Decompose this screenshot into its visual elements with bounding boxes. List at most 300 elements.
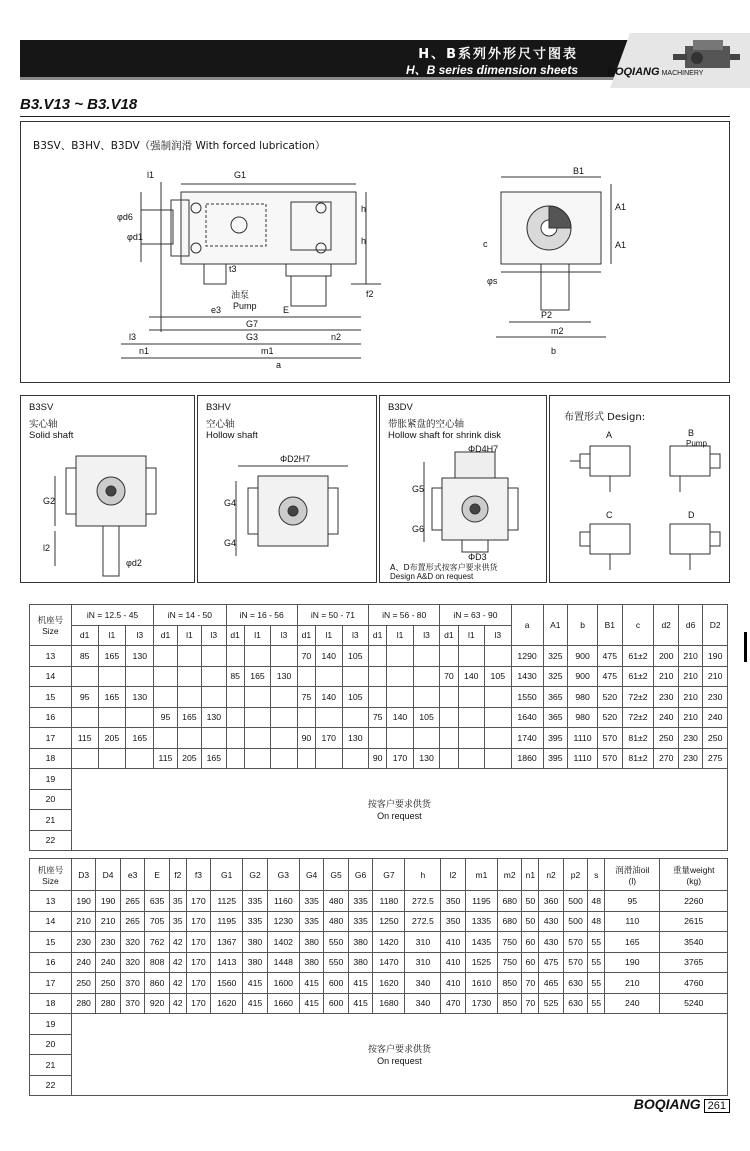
col-header: p2 [563, 859, 587, 891]
table-cell: 480 [324, 891, 348, 912]
on-request-en: On request [377, 810, 422, 821]
design-letter-a: A [606, 430, 613, 440]
col-header: a [511, 605, 543, 646]
table-cell: 16 [30, 707, 72, 728]
table-cell: 165 [177, 707, 201, 728]
panel-b3dv-note-en: Design A&D on request [390, 572, 474, 581]
table-cell: 1550 [511, 687, 543, 708]
table-cell: 1640 [511, 707, 543, 728]
table-cell: 14 [30, 911, 72, 932]
table-cell: 630 [563, 993, 587, 1014]
svg-text:G4: G4 [224, 498, 237, 508]
table-cell: 900 [568, 646, 598, 667]
col-header: d2 [654, 605, 678, 646]
panel-b3sv [20, 395, 195, 583]
table-cell: 170 [186, 993, 210, 1014]
col-header: D4 [96, 859, 120, 891]
table-cell [316, 748, 342, 769]
panel-b3sv-cn: 实心轴 [29, 419, 58, 430]
table-cell: 335 [243, 911, 267, 932]
table-cell: 380 [348, 952, 372, 973]
svg-text:A1: A1 [615, 202, 627, 212]
table-cell: 210 [605, 973, 660, 994]
table-cell: 5240 [660, 993, 728, 1014]
table-cell: 370 [120, 993, 144, 1014]
table-cell: 95 [605, 891, 660, 912]
col-header: s [588, 859, 605, 891]
sub-col-header: d1 [440, 625, 458, 646]
table-cell: 920 [145, 993, 169, 1014]
table-cell: 430 [539, 911, 563, 932]
table-cell: 210 [71, 911, 95, 932]
table-cell: 335 [348, 891, 372, 912]
svg-text:n1: n1 [139, 346, 150, 356]
weight-unit: (kg) [686, 875, 702, 886]
size-header-en: Size [42, 875, 59, 886]
sub-col-header: l1 [458, 625, 484, 646]
main-drawing-frame [20, 121, 730, 383]
table-cell: 415 [348, 973, 372, 994]
table-cell: 1402 [267, 932, 299, 953]
on-request-cn: 按客户要求供货 [367, 798, 431, 809]
table-cell: 520 [598, 687, 622, 708]
sub-col-header: l3 [342, 625, 369, 646]
table-cell [387, 687, 413, 708]
table-cell [226, 707, 244, 728]
table-cell: 320 [120, 932, 144, 953]
svg-text:A1: A1 [615, 240, 627, 250]
table-cell: 21 [30, 1055, 72, 1076]
table-cell [369, 646, 387, 667]
table-cell [98, 748, 126, 769]
size-header-en: Size [42, 626, 59, 636]
table-cell: 272.5 [405, 911, 441, 932]
table-cell: 265 [120, 891, 144, 912]
table-cell: 230 [678, 748, 702, 769]
table-cell: 270 [654, 748, 678, 769]
table-row [30, 973, 728, 994]
table-cell: 42 [169, 973, 186, 994]
table-cell [458, 646, 484, 667]
table-cell [271, 707, 298, 728]
table-cell: 980 [568, 687, 598, 708]
table-cell: 1230 [267, 911, 299, 932]
table-cell: 1290 [511, 646, 543, 667]
table-cell [342, 707, 369, 728]
table-cell [387, 666, 413, 687]
table-cell: 900 [568, 666, 598, 687]
table-cell: 20 [30, 789, 72, 810]
table-cell: 105 [342, 646, 369, 667]
svg-text:G4: G4 [224, 538, 237, 548]
footer [634, 1096, 730, 1113]
table-cell: 340 [405, 993, 441, 1014]
table-cell: 500 [563, 891, 587, 912]
table-cell: 335 [299, 891, 323, 912]
table-cell: 70 [522, 993, 539, 1014]
panel-b3hv-en: Hollow shaft [206, 430, 258, 441]
table-cell: 55 [588, 952, 605, 973]
table-cell [126, 707, 154, 728]
table-cell: 520 [598, 707, 622, 728]
table-cell [154, 687, 177, 708]
table-cell: 1660 [267, 993, 299, 1014]
svg-text:B1: B1 [573, 166, 585, 176]
table-cell: 1435 [465, 932, 497, 953]
table-cell [98, 666, 126, 687]
svg-text:a: a [276, 360, 282, 370]
table-cell: 15 [30, 932, 72, 953]
table-cell: 170 [186, 891, 210, 912]
table-cell [440, 748, 458, 769]
table-cell [413, 687, 440, 708]
table-cell [369, 687, 387, 708]
sub-col-header: l3 [485, 625, 512, 646]
sub-col-header: l1 [244, 625, 270, 646]
col-header: n2 [539, 859, 563, 891]
table-cell: 365 [543, 707, 567, 728]
table-cell: 762 [145, 932, 169, 953]
panel-design [549, 395, 730, 583]
table-cell: 105 [413, 707, 440, 728]
table-cell [71, 666, 98, 687]
table-cell: 1560 [211, 973, 243, 994]
table-cell: 860 [145, 973, 169, 994]
table-cell: 430 [539, 932, 563, 953]
table-row [30, 911, 728, 932]
table-cell: 1525 [465, 952, 497, 973]
table-cell: 415 [348, 993, 372, 1014]
table-cell: 130 [202, 707, 226, 728]
table-cell: 240 [703, 707, 728, 728]
table-cell: 42 [169, 932, 186, 953]
table-cell: 72±2 [622, 687, 654, 708]
table-cell: 17 [30, 728, 72, 749]
main-drawing-caption: B3SV、B3HV、B3DV（强制润滑 With forced lubrication） [33, 140, 326, 152]
table-cell [126, 748, 154, 769]
ratio-group-header: iN = 16 - 56 [226, 605, 297, 626]
table-cell [413, 646, 440, 667]
table-cell: 48 [588, 891, 605, 912]
table-cell [485, 687, 512, 708]
table-cell: 130 [271, 666, 298, 687]
table-cell: 190 [96, 891, 120, 912]
table-row [30, 687, 728, 708]
sub-col-header: l3 [126, 625, 154, 646]
table-cell: 61±2 [622, 646, 654, 667]
header-title-cn: H、B系列外形尺寸图表 [418, 47, 578, 62]
table-cell [387, 646, 413, 667]
table-cell: 35 [169, 911, 186, 932]
table-cell: 415 [243, 973, 267, 994]
svg-text:φd2: φd2 [126, 558, 142, 568]
col-header: G1 [211, 859, 243, 891]
table-cell [98, 707, 126, 728]
table-cell: 14 [30, 666, 72, 687]
svg-text:Pump: Pump [686, 439, 707, 448]
ratio-group-header: iN = 12.5 - 45 [71, 605, 153, 626]
table-cell: 570 [563, 932, 587, 953]
panel-b3dv-en: Hollow shaft for shrink disk [388, 430, 501, 441]
table-cell: 850 [497, 993, 521, 1014]
table-cell: 18 [30, 993, 72, 1014]
design-letter-d: D [688, 510, 695, 520]
table-cell [177, 728, 201, 749]
table-cell: 140 [458, 666, 484, 687]
table-cell: 140 [316, 687, 342, 708]
panel-b3hv [197, 395, 377, 583]
table-cell: 415 [299, 993, 323, 1014]
oil-unit: (l) [628, 875, 637, 886]
table-cell: 380 [299, 952, 323, 973]
table-cell: 55 [588, 973, 605, 994]
table-cell: 335 [243, 891, 267, 912]
col-header: e3 [120, 859, 144, 891]
table-row [30, 707, 728, 728]
table-cell: 85 [71, 646, 98, 667]
table-cell: 105 [485, 666, 512, 687]
svg-text:G6: G6 [412, 524, 425, 534]
table-cell: 1740 [511, 728, 543, 749]
table-row [30, 993, 728, 1014]
svg-text:G3: G3 [246, 332, 259, 342]
sub-col-header: d1 [297, 625, 315, 646]
table-cell [177, 646, 201, 667]
table-cell [244, 707, 270, 728]
table-cell: 2615 [660, 911, 728, 932]
table-cell: 350 [441, 891, 465, 912]
table-cell: 205 [177, 748, 201, 769]
table-cell: 1680 [373, 993, 405, 1014]
table-cell: 370 [120, 973, 144, 994]
svg-text:m1: m1 [261, 346, 274, 356]
table-cell: 190 [605, 952, 660, 973]
ratio-group-header: iN = 14 - 50 [154, 605, 226, 626]
table-cell: 1620 [373, 973, 405, 994]
table-cell [413, 728, 440, 749]
table-cell [458, 748, 484, 769]
table-cell [485, 728, 512, 749]
svg-text:l2: l2 [43, 543, 51, 553]
design-letter-b: B [688, 428, 695, 438]
table-cell: 165 [98, 687, 126, 708]
table-cell: 18 [30, 748, 72, 769]
table-cell: 210 [703, 666, 728, 687]
table-cell [440, 687, 458, 708]
table-cell: 70 [522, 973, 539, 994]
header-banner [20, 40, 648, 80]
design-arrangements-drawing [550, 424, 729, 582]
table-cell: 20 [30, 1034, 72, 1055]
table-cell: 70 [297, 646, 315, 667]
panel-b3dv-code: B3DV [388, 402, 413, 413]
col-header: d6 [678, 605, 702, 646]
table-cell: 320 [120, 952, 144, 973]
table-cell: 105 [342, 687, 369, 708]
table-cell: 170 [186, 952, 210, 973]
brand-sub: MACHINERY [661, 70, 704, 77]
table-cell [154, 666, 177, 687]
table-row [30, 891, 728, 912]
col-header: m2 [497, 859, 521, 891]
size-header-cn: 机座号 [37, 615, 64, 625]
table-cell: 1110 [568, 748, 598, 769]
panel-b3sv-en: Solid shaft [29, 430, 74, 441]
table-cell: 470 [441, 993, 465, 1014]
panel-b3hv-cn: 空心轴 [206, 419, 235, 430]
table-cell: 19 [30, 1014, 72, 1035]
table-cell: 600 [324, 973, 348, 994]
table-cell: 13 [30, 646, 72, 667]
table-cell: 230 [654, 687, 678, 708]
table-cell: 140 [316, 646, 342, 667]
table-cell: 90 [297, 728, 315, 749]
col-header: G4 [299, 859, 323, 891]
table-row [30, 748, 728, 769]
svg-text:Pump: Pump [233, 301, 257, 311]
table-cell [244, 687, 270, 708]
table-cell: 380 [243, 932, 267, 953]
table-cell: 480 [324, 911, 348, 932]
table-cell: 325 [543, 666, 567, 687]
table-cell: 380 [243, 952, 267, 973]
size-header [30, 859, 72, 891]
table-cell: 61±2 [622, 666, 654, 687]
table-cell: 130 [413, 748, 440, 769]
table-cell: 475 [598, 646, 622, 667]
table-row [30, 932, 728, 953]
dimension-table-1 [29, 604, 728, 851]
dimension-table-2 [29, 858, 728, 1096]
table-cell: 340 [405, 973, 441, 994]
svg-text:c: c [483, 239, 488, 249]
table-cell: 1367 [211, 932, 243, 953]
panel-b3hv-code: B3HV [206, 402, 231, 413]
sub-col-header: l1 [316, 625, 342, 646]
table-cell: 210 [678, 687, 702, 708]
table-cell: 60 [522, 952, 539, 973]
table-cell: 21 [30, 810, 72, 831]
svg-text:h: h [361, 236, 367, 246]
table-cell [126, 666, 154, 687]
col-header: G3 [267, 859, 299, 891]
panel-b3dv [379, 395, 547, 583]
table-cell [177, 687, 201, 708]
table-cell: 170 [186, 973, 210, 994]
table-cell: 2260 [660, 891, 728, 912]
edge-marker [744, 632, 747, 662]
table-cell [244, 728, 270, 749]
table-cell: 705 [145, 911, 169, 932]
table-cell [154, 646, 177, 667]
table-cell [226, 728, 244, 749]
table-cell [244, 748, 270, 769]
table-cell: 550 [324, 932, 348, 953]
table-cell: 19 [30, 769, 72, 790]
table-cell: 240 [605, 993, 660, 1014]
svg-text:φd6: φd6 [117, 212, 133, 222]
page-number: 261 [704, 1099, 730, 1113]
hollow-shaft-drawing [198, 446, 376, 582]
svg-text:l1: l1 [147, 170, 155, 180]
table-cell: 570 [598, 748, 622, 769]
table-cell: 250 [96, 973, 120, 994]
table-cell: 365 [543, 687, 567, 708]
table-cell: 360 [539, 891, 563, 912]
table-cell [387, 728, 413, 749]
size-header [30, 605, 72, 646]
table-cell: 55 [588, 993, 605, 1014]
table-cell [271, 728, 298, 749]
table-cell: 475 [598, 666, 622, 687]
table-cell: 410 [441, 952, 465, 973]
table-cell: 1610 [465, 973, 497, 994]
table-cell: 1730 [465, 993, 497, 1014]
table-cell: 165 [202, 748, 226, 769]
table-cell: 205 [98, 728, 126, 749]
svg-text:t3: t3 [229, 264, 237, 274]
svg-text:φs: φs [487, 276, 498, 286]
ratio-group-header: iN = 63 - 90 [440, 605, 511, 626]
svg-text:P2: P2 [541, 310, 553, 320]
svg-text:G5: G5 [412, 484, 425, 494]
table-cell [244, 646, 270, 667]
svg-text:m2: m2 [551, 326, 564, 336]
table-cell: 130 [126, 687, 154, 708]
table-cell: 200 [654, 646, 678, 667]
table-cell: 265 [120, 911, 144, 932]
sub-col-header: d1 [369, 625, 387, 646]
table-cell: 210 [96, 911, 120, 932]
table-cell [458, 707, 484, 728]
table-cell: 325 [543, 646, 567, 667]
table-cell: 190 [703, 646, 728, 667]
table-cell [154, 728, 177, 749]
table-cell: 600 [324, 993, 348, 1014]
table-cell: 210 [678, 666, 702, 687]
brand-name [607, 66, 703, 78]
footer-brand: BOQIANG [633, 1096, 701, 1112]
table-cell: 1110 [568, 728, 598, 749]
table-cell: 410 [441, 932, 465, 953]
table-cell [71, 707, 98, 728]
svg-text:φd1: φd1 [127, 232, 143, 242]
table-cell: 230 [678, 728, 702, 749]
brand-text: BOQIANG [607, 66, 660, 78]
table-cell: 475 [539, 952, 563, 973]
table-cell: 165 [126, 728, 154, 749]
on-request-cell [71, 769, 727, 851]
col-header: B1 [598, 605, 622, 646]
solid-shaft-drawing [21, 446, 194, 582]
svg-text:e3: e3 [211, 305, 222, 315]
table-cell: 1470 [373, 952, 405, 973]
table-cell [297, 666, 315, 687]
table-row [30, 769, 728, 790]
table-cell [271, 687, 298, 708]
table-cell [297, 707, 315, 728]
table-cell: 335 [348, 911, 372, 932]
on-request-cell [71, 1014, 727, 1096]
table-cell: 130 [126, 646, 154, 667]
table-cell: 525 [539, 993, 563, 1014]
table-cell: 1195 [211, 911, 243, 932]
svg-text:E: E [283, 305, 290, 315]
table-cell [202, 666, 226, 687]
table-cell: 1448 [267, 952, 299, 973]
table-cell: 50 [522, 911, 539, 932]
panel-b3dv-cn: 带胀紧盘的空心轴 [388, 419, 465, 430]
